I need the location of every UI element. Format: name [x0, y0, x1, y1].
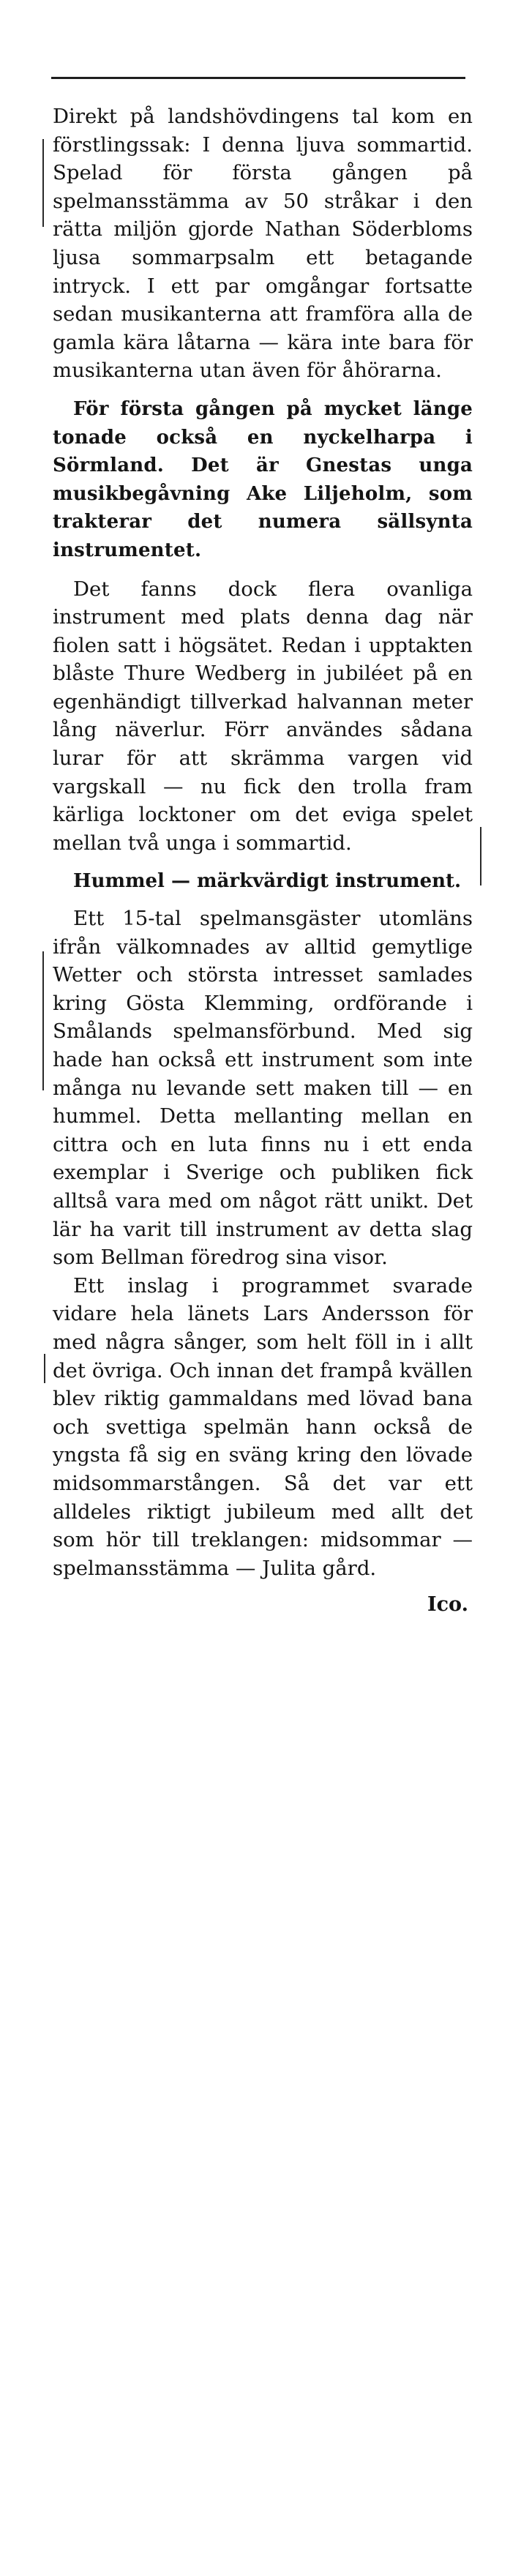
margin-mark-right	[480, 827, 481, 886]
article-paragraph-5: Ett inslag i programmet svarade vidare hela länets Lars Andersson för med några sånger, som helt föll in i allt det övriga. Och innan det frampå kvällen blev riktig gammaldans med lövad bana och svettiga spelmän hann också de yngsta få sig en sväng kring den lövade midsommarstången. Så det var ett alldeles riktigt jubileum med allt det som hör till treklangen: midsommar — spelmansstämma — Julita gård.	[53, 1273, 473, 1580]
article-paragraph-2: För första gången på mycket länge tonade också en nyckelharpa i Sörmland. Det är Gnestas unga musikbegåvning Ake Liljeholm, som trakterar det numera sällsynta instrumentet.	[53, 397, 473, 561]
author-signature: Ico.	[427, 1593, 468, 1617]
margin-mark-left-top	[42, 139, 44, 227]
article-paragraph-1: Direkt på landshövdingens tal kom en förstlingssak: I denna ljuva sommartid. Spelad för första gången på spelmansstämma av 50 stråkar i den rätta miljön gjorde Nathan Söderbloms ljusa sommarpsalm ett betagande intryck. I ett par omgångar fortsatte sedan musikanterna att framföra alla de gamla kära låtarna — kära inte bara för musikanterna utan även för åhörarna.	[53, 105, 473, 383]
top-rule	[51, 77, 465, 79]
article-paragraph-3: Det fanns dock flera ovanliga instrument med plats denna dag när fiolen satt i högsätet. Redan i upptakten blåste Thure Wedberg in jubiléet på en egenhändigt tillverkad halvannan meter lång näverlur. Förr användes sådana lurar för att skrämma vargen vid vargskall — nu fick den trolla fram kärliga locktoner om det eviga spelet mellan två unga i sommartid.	[53, 577, 473, 855]
article-paragraph-4: Ett 15-tal spelmansgäster utomläns ifrån välkomnades av alltid gemytlige Wetter och största intresset samlades kring Gösta Klemming, ordförande i Smålands spelmansförbund. Med sig hade han också ett instrument som inte många nu levande sett maken till — en hummel. Detta mellanting mellan en cittra och en luta finns nu i ett enda exemplar i Sverige och publiken fick alltså vara med om något rätt unikt. Det lär ha varit till instrument av detta slag som Bellman föredrog sina visor.	[53, 907, 473, 1270]
margin-mark-left-lower	[44, 1354, 45, 1383]
margin-mark-left-mid	[42, 951, 44, 1090]
news-article	[53, 102, 473, 1620]
section-heading: Hummel — märkvärdigt instrument.	[73, 870, 462, 893]
